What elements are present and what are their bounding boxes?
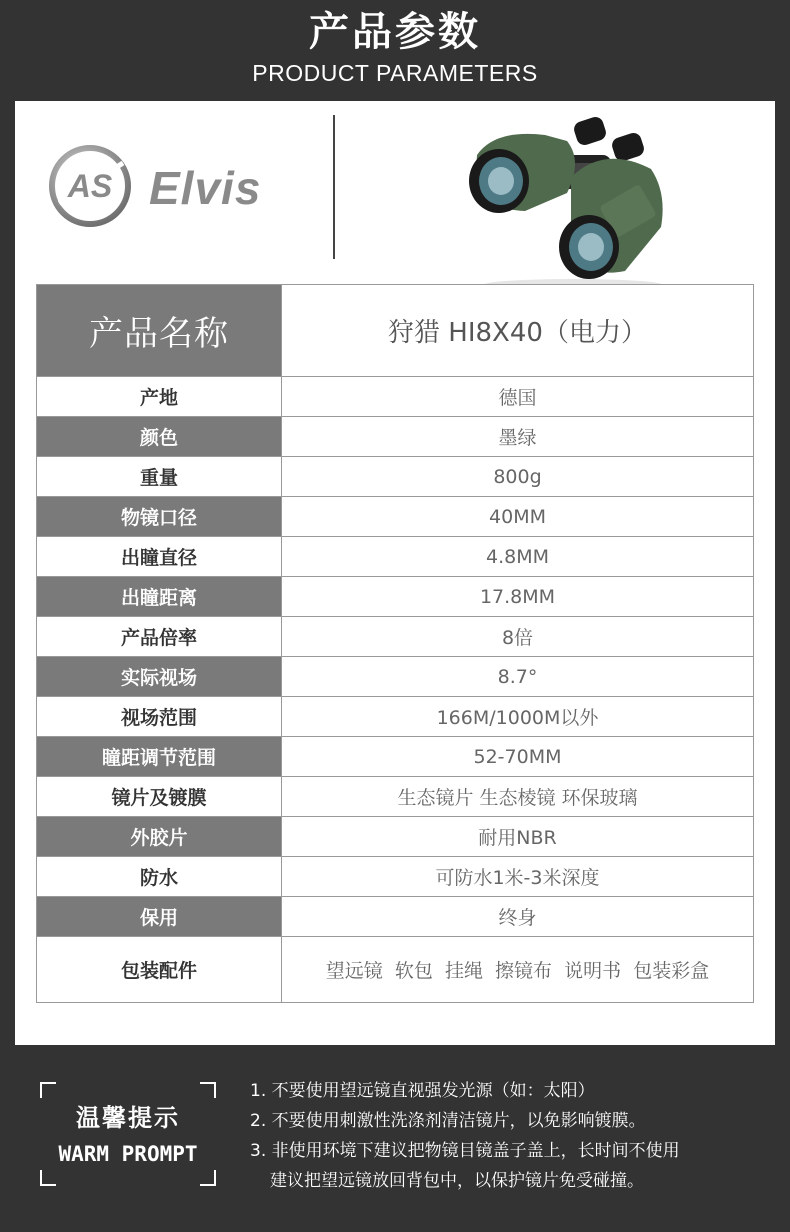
binoculars-image: [455, 115, 675, 293]
spec-value: 8倍: [282, 617, 754, 657]
brand-logo-text: AS: [67, 168, 113, 204]
table-row: [37, 897, 754, 937]
note-item: 2. 不要使用刺激性洗涤剂清洁镜片，以免影响镀膜。: [250, 1111, 646, 1131]
table-row: [37, 417, 754, 457]
table-row: [37, 697, 754, 737]
brand-logo-icon: [49, 145, 131, 227]
table-row: [37, 737, 754, 777]
page-header: [0, 0, 790, 100]
spec-label: 重量: [37, 457, 282, 497]
spec-value: 8.7°: [282, 657, 754, 697]
spec-label: 外胶片: [37, 817, 282, 857]
spec-value: 望远镜 软包 挂绳 擦镜布 说明书 包装彩盒: [282, 937, 754, 1003]
spec-label: 产品名称: [37, 285, 282, 377]
warm-title-en: WARM PROMPT: [58, 1142, 198, 1166]
spec-value: 166M/1000M以外: [282, 697, 754, 737]
product-panel: [15, 101, 775, 1045]
spec-label: 产品倍率: [37, 617, 282, 657]
spec-label: 物镜口径: [37, 497, 282, 537]
table-row: [37, 657, 754, 697]
table-row: [37, 577, 754, 617]
table-row: [37, 817, 754, 857]
spec-value: 4.8MM: [282, 537, 754, 577]
spec-table: [36, 284, 754, 1003]
divider: [333, 115, 335, 259]
spec-value: 40MM: [282, 497, 754, 537]
table-row: [37, 857, 754, 897]
brand-name: Elvis: [149, 162, 262, 214]
spec-value: 17.8MM: [282, 577, 754, 617]
spec-label: 保用: [37, 897, 282, 937]
spec-label: 视场范围: [37, 697, 282, 737]
warm-notes: [250, 1076, 770, 1196]
spec-value: 狩猎 HI8X40（电力）: [282, 285, 754, 377]
page-subtitle: PRODUCT PARAMETERS: [252, 60, 538, 86]
corner-bracket: [40, 1082, 56, 1098]
spec-value: 墨绿: [282, 417, 754, 457]
spec-label: 瞳距调节范围: [37, 737, 282, 777]
spec-label: 颜色: [37, 417, 282, 457]
spec-value: 52-70MM: [282, 737, 754, 777]
table-row: [37, 537, 754, 577]
warm-title-cn: 温馨提示: [76, 1104, 180, 1132]
spec-value: 生态镜片 生态棱镜 环保玻璃: [282, 777, 754, 817]
spec-label: 出瞳距离: [37, 577, 282, 617]
table-row: [37, 457, 754, 497]
corner-bracket: [200, 1170, 216, 1186]
spec-value: 终身: [282, 897, 754, 937]
spec-value: 800g: [282, 457, 754, 497]
table-row: [37, 937, 754, 1003]
warm-prompt-box: [40, 1082, 216, 1186]
spec-label: 出瞳直径: [37, 537, 282, 577]
spec-label: 产地: [37, 377, 282, 417]
spec-label: 防水: [37, 857, 282, 897]
spec-value: 耐用NBR: [282, 817, 754, 857]
spec-label: 镜片及镀膜: [37, 777, 282, 817]
note-item: 建议把望远镜放回背包中，以保护镜片免受碰撞。: [270, 1171, 644, 1191]
note-item: 1. 不要使用望远镜直视强发光源（如：太阳）: [250, 1081, 595, 1101]
spec-label: 实际视场: [37, 657, 282, 697]
corner-bracket: [200, 1082, 216, 1098]
page-title: 产品参数: [309, 9, 481, 55]
table-row: [37, 497, 754, 537]
note-item: 3. 非使用环境下建议把物镜目镜盖子盖上，长时间不使用: [250, 1141, 680, 1161]
table-row: [37, 777, 754, 817]
table-row: [37, 377, 754, 417]
table-row-product-name: [37, 285, 754, 377]
spec-value: 德国: [282, 377, 754, 417]
corner-bracket: [40, 1170, 56, 1186]
table-row: [37, 617, 754, 657]
spec-value: 可防水1米-3米深度: [282, 857, 754, 897]
spec-label: 包装配件: [37, 937, 282, 1003]
